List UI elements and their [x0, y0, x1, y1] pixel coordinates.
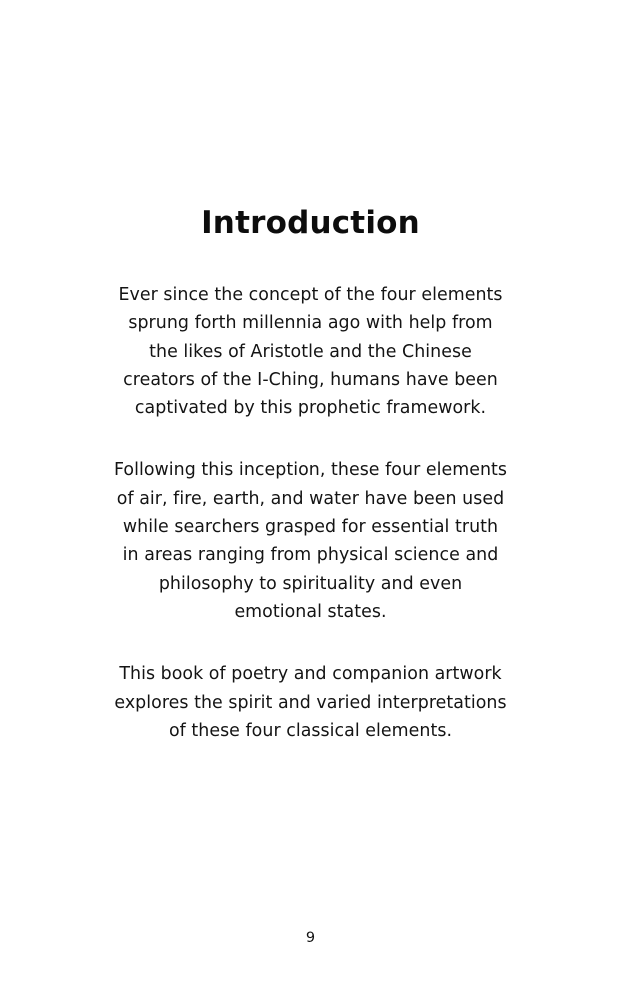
body-paragraph-1: Ever since the concept of the four elements sprung forth millennia ago with help from the likes of Aristotle and the Chinese creators of the I-Ching, humans have been captivated by this prophetic framework. [118, 285, 503, 419]
body-paragraph-2: Following this inception, these four elements of air, fire, earth, and water have been used while searchers grasped for essential truth in areas ranging from physical science and philosophy to spirituality and even emotional states. [113, 460, 508, 622]
page-content [113, 205, 508, 745]
page-title: Introduction [201, 205, 420, 241]
page-number: 9 [305, 930, 316, 946]
body-paragraph-3: This book of poetry and companion artwork explores the spirit and varied interpretations of these four classical elements. [114, 664, 507, 741]
